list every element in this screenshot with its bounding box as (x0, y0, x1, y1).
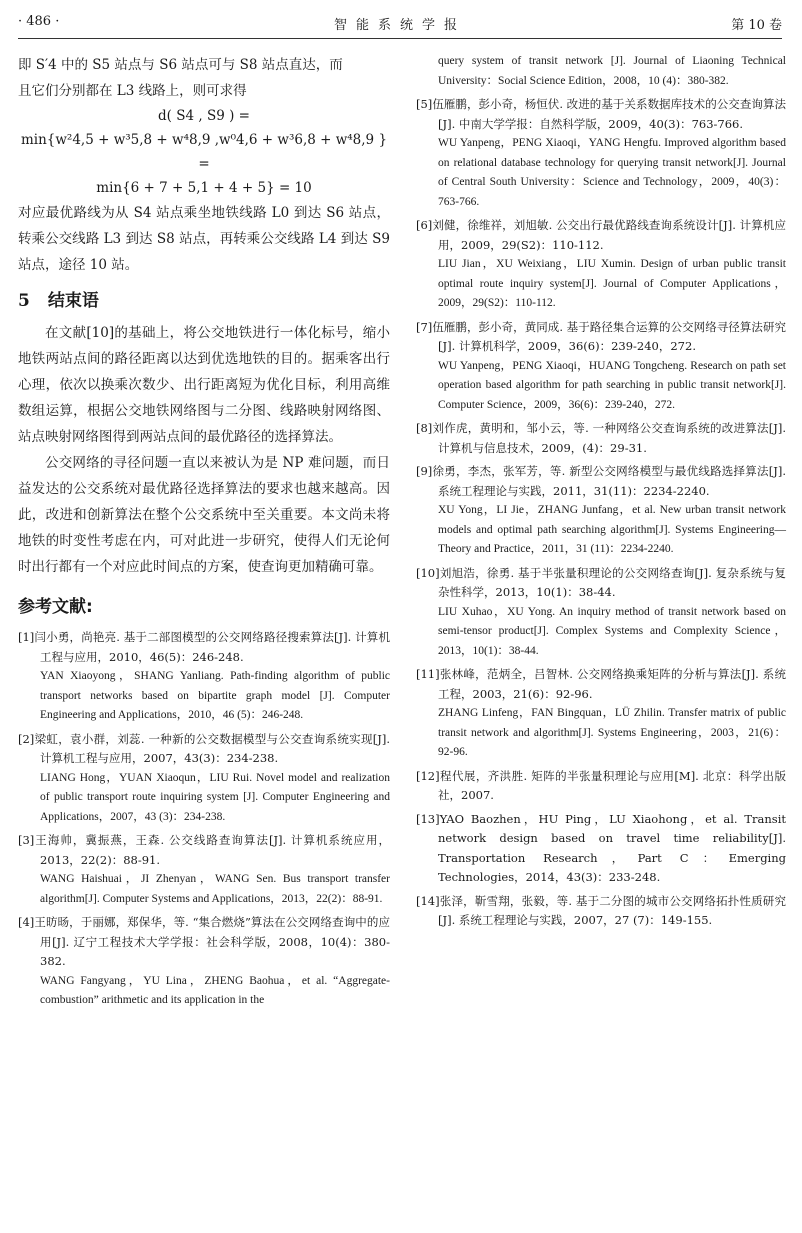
reference-item (416, 665, 786, 763)
reference-cn: [9]徐勇，李杰，张军芳，等. 新型公交网络模型与最优线路选择算法[J]. 系统工程理论与实践，2011，31(11)：2234-2240. (416, 464, 786, 498)
reference-cn: [5]伍雁鹏，彭小奇，杨恒伏. 改进的基于关系数据库技术的公交查询算法[J]. 中南大学学报：自然科学版，2009，40(3)：763-766. (416, 97, 786, 131)
reference-cn: [2]梁虹，袁小群，刘蕊. 一种新的公交数据模型与公交查询系统实现[J]. 计算机工程与应用，2007，43(3)：234-238. (18, 731, 390, 765)
right-column (416, 52, 786, 935)
section-heading (18, 288, 390, 314)
reference-en: LIU Xuhao，XU Yong. An inquiry method of transit network based on semi-tensor product[J]. Complex Systems and Complexity Science，2013，10(1)：38-44. (438, 605, 786, 657)
reference-cn: [11]张林峰，范炳全，吕智林. 公交网络换乘矩阵的分析与算法[J]. 系统工程，2003，21(6)：92-96. (416, 667, 786, 701)
reference-cn: [10]刘旭浩，徐勇. 基于半张量积理论的公交网络查询[J]. 复杂系统与复杂性科学，2013，10(1)：38-44. (416, 565, 786, 599)
reference-cn: [7]伍雁鹏，彭小奇，黄同成. 基于路径集合运算的公交网络寻径算法研究[J]. 计算机科学，2009，36(6)：239-240，272. (416, 319, 786, 353)
result-paragraph: 对应最优路线为从 S4 站点乘坐地铁线路 L0 到达 S6 站点，转乘公交线路 L3 到达 S8 站点，再转乘公交线路 L4 到达 S9 站点，途径 10 站。 (18, 205, 390, 273)
reference-en: ZHANG Linfeng，FAN Bingquan，LÜ Zhilin. Transfer matrix of public transit network and algorithm[J]. Systems Engineering，2003，21(6)：92-96. (438, 707, 786, 758)
reference-en: WU Yanpeng，PENG Xiaoqi，YANG Hengfu. Improved algorithm based on relational database technology for querying transit network[J]. Journal of Central South University：Science and Technology，2009，40(3)：763-766. (438, 137, 786, 208)
conclusion-paragraph-2: 公交网络的寻径问题一直以来被认为是 NP 难问题，而日益发达的公交系统对最优路径选择算法的要求也越来越高。因此，改进和创新算法在整个公交系统中至关重要。本文尚未将地铁的时变性考虑在内，可对此进一步研究，使得人们无论何时出行都有一个对应此时间点的方案，使查询更加精确可靠。 (18, 455, 390, 575)
reference-en: WANG Fangyang，YU Lina，ZHENG Baohua，et al. “Aggregate-combustion” arithmetic and its application in the (40, 974, 390, 1006)
reference-item (416, 95, 786, 212)
reference-en: LIU Jian，XU Weixiang，LIU Xumin. Design of urban public transit optimal route inquiry system[J]. Journal of Computer Applications，2009，29(S2)：110-112. (438, 258, 786, 309)
reference-item (416, 462, 786, 560)
reference-cn: [14]张泽，靳雪翔，张毅，等. 基于二分图的城市公交网络拓扑性质研究[J]. 系统工程理论与实践，2007，27 (7)：149-155. (416, 893, 786, 927)
intro-line-2: 且它们分别都在 L3 线路上，则可求得 (18, 83, 247, 99)
reference-item (416, 810, 786, 888)
formula-line-3: min{6 + 7 + 5,1 + 4 + 5} = 10 (96, 180, 312, 196)
reference-cn: [8]刘作虎，黄明和，邹小云，等. 一种网络公交查询系统的改进算法[J]. 计算机与信息技术，2009，(4)：29-31. (416, 421, 786, 455)
reference-cn: [4]王昉旸，于丽娜，郑保华，等. “集合燃烧”算法在公交网络查询中的应用[J]. 辽宁工程技术大学学报：社会科学版，2008，10(4)：380-382. (18, 915, 390, 968)
reference-item (416, 419, 786, 458)
reference-en: WU Yanpeng，PENG Xiaoqi，HUANG Tongcheng. Research on path set operation based algorithm for path searching in public transit network[J]. Computer Science，2009，36(6)：239-240，272. (438, 359, 786, 411)
reference-continuation (416, 52, 786, 91)
reference-en: XU Yong，LI Jie，ZHANG Junfang，et al. New urban transit network models and optimal path searching algorithm[J]. Systems Engineering—Theory and Practice，2011，31 (11)：2234-2240. (438, 504, 786, 555)
left-column (18, 52, 390, 1015)
reference-cn: [1]闫小勇，尚艳亮. 基于二部图模型的公交网络路径搜索算法[J]. 计算机工程与应用，2010，46(5)：246-248. (18, 630, 390, 664)
reference-cn: [12]程代展，齐洪胜. 矩阵的半张量积理论与应用[M]. 北京：科学出版社，2007. (416, 768, 786, 802)
formula-line-1: d( S4 , S9 ) = (158, 108, 250, 124)
journal-title: 智能系统学报 (333, 18, 466, 33)
reference-item (416, 216, 786, 314)
reference-item (18, 831, 390, 909)
page-number: · 486 · (18, 14, 60, 29)
reference-cn: [6]刘健，徐维祥，刘旭敏. 公交出行最优路线查询系统设计[J]. 计算机应用，2009，29(S2)：110-112. (416, 218, 786, 252)
volume-label: 第 10 卷 (731, 18, 782, 33)
reference-item (18, 730, 390, 828)
section-title: 结束语 (47, 291, 99, 311)
reference-cn: [3]王海帅，冀振燕，王森. 公交线路查询算法[J]. 计算机系统应用，2013，22(2)：88-91. (18, 833, 390, 867)
header-rule (18, 38, 782, 39)
reference-en: LIANG Hong，YUAN Xiaoqun，LIU Rui. Novel model and realization of public transport route inquiring system [J]. Computer Engineering and Applications，2007，43 (3)：234-238. (40, 771, 390, 823)
reference-item (18, 913, 390, 1011)
reference-en: WANG Haishuai，JI Zhenyan，WANG Sen. Bus transport transfer algorithm[J]. Computer Systems and Applications，2013，22(2)：88-91. (40, 873, 390, 905)
references-heading: 参考文献: (18, 597, 93, 617)
formula-line-2: min{w²4,5 + w³5,8 + w⁴8,9 ,w⁰4,6 + w³6,8 + w⁴8,9 } = (20, 132, 388, 172)
reference-en: query system of transit network [J]. Journal of Liaoning Technical University：Social Science Edition，2008，10 (4)：380-382. (438, 55, 786, 87)
reference-cn: [13]YAO Baozhen，HU Ping，LU Xiaohong，et al. Transit network design based on travel time reliability[J]. Transportation Research，Part C：Emerging Technologies，2014，43(3)：233-248. (416, 811, 786, 884)
page-header (18, 14, 782, 36)
section-number: 5 (18, 291, 30, 311)
reference-item (416, 564, 786, 662)
intro-line-1: 即 S′4 中的 S5 站点与 S6 站点可与 S8 站点直达，而 (18, 57, 343, 73)
reference-item (416, 892, 786, 931)
conclusion-paragraph-1: 在文献[10]的基础上，将公交地铁进行一体化标号，缩小地铁两站点间的路径距离以达到优选地铁的目的。据乘客出行心理，依次以换乘次数少、出行距离短为优化目标，利用高维数组运算，根据公交地铁网络图与二分图、线路映射网络图、站点映射网络图得到两站点间的最优路径的选择算法。 (18, 325, 390, 445)
reference-item (416, 767, 786, 806)
reference-item (18, 628, 390, 726)
reference-item (416, 318, 786, 416)
reference-en: YAN Xiaoyong，SHANG Yanliang. Path-finding algorithm of public transport networks based on bipartite graph model [J]. Computer Engineering and Applications，2010，46 (5)：246-248. (40, 670, 390, 721)
